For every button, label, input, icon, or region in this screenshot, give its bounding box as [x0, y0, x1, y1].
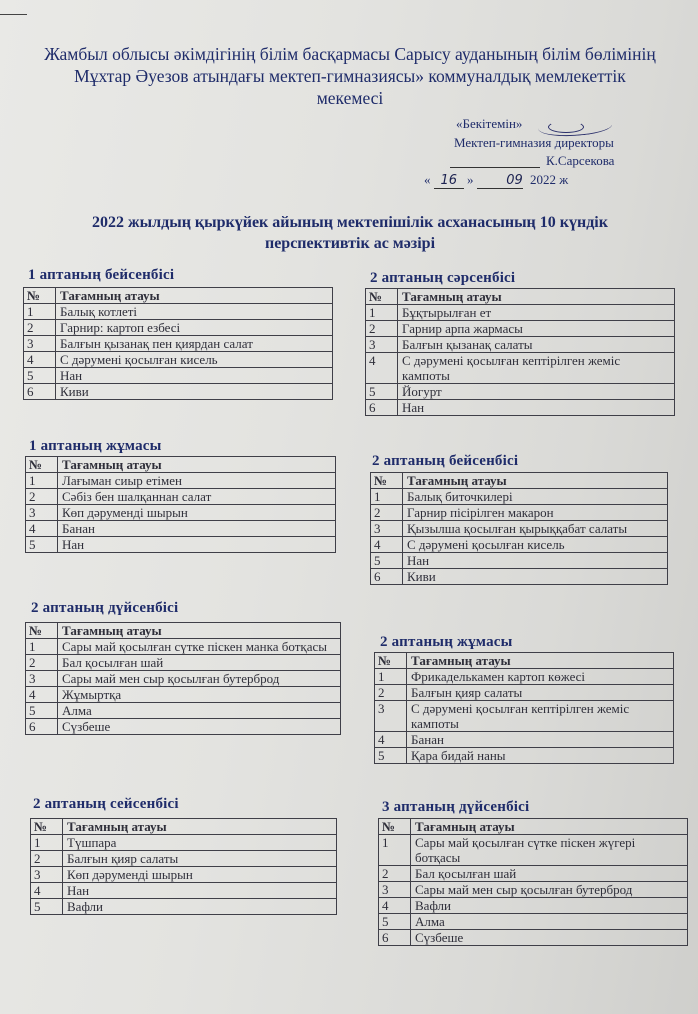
dish-name: Нан: [403, 553, 668, 569]
column-header-number: №: [24, 288, 56, 304]
table-row: [26, 473, 336, 489]
row-number: 1: [26, 639, 58, 655]
dish-name: С дәрумені қосылған кептірілген жеміс кампоты: [398, 353, 675, 384]
row-number: 4: [379, 898, 411, 914]
table-header-row: [26, 457, 336, 473]
dish-name: С дәрумені қосылған кисель: [403, 537, 668, 553]
column-header-number: №: [379, 819, 411, 835]
table-row: [24, 368, 333, 384]
table-row: [371, 521, 668, 537]
table-row: [375, 701, 674, 732]
table-header-row: [371, 473, 668, 489]
column-header-number: №: [26, 457, 58, 473]
dish-name: Балғын қияр салаты: [63, 851, 337, 867]
organization-line-1: Жамбыл облысы әкімдігінің білім басқармасы Сарысу ауданының білім бөлімінің: [44, 44, 656, 64]
column-header-dish-name: Тағамның атауы: [58, 457, 336, 473]
dish-name: Балық биточкилері: [403, 489, 668, 505]
date-day: 16: [434, 173, 464, 189]
table-row: [379, 914, 688, 930]
table-row: [366, 353, 675, 384]
day-title: 2 аптаның жұмасы: [380, 634, 513, 650]
dish-name: Сәбіз бен шалқаннан салат: [58, 489, 336, 505]
dish-name: Вафли: [411, 898, 688, 914]
dish-name: Банан: [407, 732, 674, 748]
row-number: 4: [31, 883, 63, 899]
menu-table: [370, 472, 668, 585]
dish-name: Алма: [58, 703, 341, 719]
dish-name: Түшпара: [63, 835, 337, 851]
column-header-number: №: [366, 289, 398, 305]
row-number: 6: [366, 400, 398, 416]
row-number: 4: [26, 687, 58, 703]
table-row: [31, 835, 337, 851]
menu-table: [30, 818, 337, 915]
column-header-dish-name: Тағамның атауы: [398, 289, 675, 305]
table-row: [379, 866, 688, 882]
row-number: 1: [366, 305, 398, 321]
dish-name: Киви: [56, 384, 333, 400]
row-number: 3: [24, 336, 56, 352]
day-title: 2 аптаның сейсенбісі: [33, 796, 179, 812]
dish-name: Жұмыртқа: [58, 687, 341, 703]
dish-name: Қара бидай наны: [407, 748, 674, 764]
organization-line-2: Мұхтар Әуезов атындағы мектеп-гимназиясы» коммуналдық мемлекеттік: [74, 66, 626, 86]
table-row: [26, 505, 336, 521]
menu-table: [25, 456, 336, 553]
column-header-number: №: [26, 623, 58, 639]
column-header-dish-name: Тағамның атауы: [403, 473, 668, 489]
table-row: [379, 930, 688, 946]
row-number: 4: [26, 521, 58, 537]
row-number: 2: [366, 321, 398, 337]
table-row: [26, 639, 341, 655]
dish-name: Киви: [403, 569, 668, 585]
page-edge-mark: [0, 0, 27, 15]
row-number: 3: [31, 867, 63, 883]
row-number: 5: [31, 899, 63, 915]
dish-name: Нан: [58, 537, 336, 553]
row-number: 6: [26, 719, 58, 735]
dish-name: Сүзбеше: [411, 930, 688, 946]
menu-table: [23, 287, 333, 400]
table-row: [31, 883, 337, 899]
menu-table: [374, 652, 674, 764]
menu-table: [25, 622, 341, 735]
table-row: [379, 898, 688, 914]
dish-name: Сары май мен сыр қосылған бутерброд: [58, 671, 341, 687]
dish-name: Сары май мен сыр қосылған бутерброд: [411, 882, 688, 898]
row-number: 5: [379, 914, 411, 930]
table-header-row: [366, 289, 675, 305]
dish-name: Йогурт: [398, 384, 675, 400]
date-quote-close: »: [467, 172, 474, 187]
table-row: [24, 320, 333, 336]
column-header-number: №: [31, 819, 63, 835]
day-title: 2 аптаның бейсенбісі: [372, 453, 519, 469]
row-number: 1: [379, 835, 411, 866]
signature-loop: [548, 121, 584, 133]
row-number: 1: [375, 669, 407, 685]
row-number: 2: [26, 655, 58, 671]
row-number: 5: [371, 553, 403, 569]
menu-title-line-1: 2022 жылдың қыркүйек айының мектепішілік асханасының 10 күндік: [92, 214, 608, 231]
dish-name: Бал қосылған шай: [411, 866, 688, 882]
day-title: 3 аптаның дүйсенбісі: [382, 799, 530, 815]
dish-name: Вафли: [63, 899, 337, 915]
table-row: [31, 867, 337, 883]
row-number: 5: [366, 384, 398, 400]
row-number: 1: [24, 304, 56, 320]
table-row: [375, 732, 674, 748]
table-header-row: [379, 819, 688, 835]
column-header-dish-name: Тағамның атауы: [411, 819, 688, 835]
row-number: 3: [371, 521, 403, 537]
dish-name: Бал қосылған шай: [58, 655, 341, 671]
row-number: 2: [375, 685, 407, 701]
menu-table: [378, 818, 688, 946]
dish-name: Сары май қосылған сүтке піскен жүгері ботқасы: [411, 835, 688, 866]
dish-name: Нан: [56, 368, 333, 384]
table-row: [375, 748, 674, 764]
dish-name: Гарнир: картоп езбесі: [56, 320, 333, 336]
table-row: [26, 655, 341, 671]
dish-name: Көп дәруменді шырын: [63, 867, 337, 883]
day-title: 2 аптаның дүйсенбісі: [31, 600, 179, 616]
table-row: [31, 899, 337, 915]
table-row: [26, 671, 341, 687]
table-row: [24, 384, 333, 400]
dish-name: Фрикаделькамен картоп көжесі: [407, 669, 674, 685]
table-row: [26, 521, 336, 537]
table-row: [366, 384, 675, 400]
row-number: 2: [31, 851, 63, 867]
table-row: [371, 537, 668, 553]
dish-name: Сары май қосылған сүтке піскен манка ботқасы: [58, 639, 341, 655]
dish-name: Балық котлеті: [56, 304, 333, 320]
dish-name: Қызылша қосылған қырыққабат салаты: [403, 521, 668, 537]
row-number: 2: [26, 489, 58, 505]
approval-label: «Бекітемін»: [456, 116, 523, 131]
dish-name: Көп дәруменді шырын: [58, 505, 336, 521]
table-row: [26, 687, 341, 703]
row-number: 6: [371, 569, 403, 585]
row-number: 3: [379, 882, 411, 898]
column-header-number: №: [371, 473, 403, 489]
director-name: К.Сарсекова: [546, 153, 615, 168]
day-title: 1 аптаның жұмасы: [29, 438, 162, 454]
table-row: [24, 304, 333, 320]
table-header-row: [26, 623, 341, 639]
organization-line-3: мекемесі: [316, 88, 384, 108]
row-number: 3: [26, 671, 58, 687]
director-position: Мектеп-гимназия директоры: [454, 135, 614, 150]
table-row: [26, 489, 336, 505]
date-year: 2022 ж: [530, 172, 569, 187]
row-number: 6: [24, 384, 56, 400]
row-number: 4: [371, 537, 403, 553]
table-row: [26, 719, 341, 735]
dish-name: Лағыман сиыр етімен: [58, 473, 336, 489]
dish-name: Банан: [58, 521, 336, 537]
table-row: [379, 882, 688, 898]
row-number: 6: [379, 930, 411, 946]
column-header-dish-name: Тағамның атауы: [407, 653, 674, 669]
row-number: 4: [375, 732, 407, 748]
dish-name: Нан: [398, 400, 675, 416]
row-number: 4: [366, 353, 398, 384]
approval-date: [424, 172, 568, 189]
dish-name: Сүзбеше: [58, 719, 341, 735]
column-header-dish-name: Тағамның атауы: [58, 623, 341, 639]
dish-name: Балғын қызанақ салаты: [398, 337, 675, 353]
date-quote-open: «: [424, 172, 431, 187]
row-number: 5: [24, 368, 56, 384]
table-row: [371, 505, 668, 521]
day-title: 2 аптаның сәрсенбісі: [370, 270, 516, 286]
row-number: 5: [26, 537, 58, 553]
row-number: 1: [371, 489, 403, 505]
row-number: 2: [371, 505, 403, 521]
row-number: 5: [26, 703, 58, 719]
row-number: 2: [24, 320, 56, 336]
dish-name: Алма: [411, 914, 688, 930]
column-header-dish-name: Тағамның атауы: [56, 288, 333, 304]
menu-title-line-2: перспективтік ас мәзірі: [264, 235, 436, 252]
row-number: 4: [24, 352, 56, 368]
column-header-dish-name: Тағамның атауы: [63, 819, 337, 835]
row-number: 1: [26, 473, 58, 489]
table-row: [379, 835, 688, 866]
row-number: 5: [375, 748, 407, 764]
table-row: [26, 703, 341, 719]
table-row: [24, 352, 333, 368]
table-row: [371, 489, 668, 505]
row-number: 3: [366, 337, 398, 353]
dish-name: С дәрумені қосылған кептірілген жеміс кампоты: [407, 701, 674, 732]
day-title: 1 аптаның бейсенбісі: [28, 267, 175, 283]
table-row: [371, 569, 668, 585]
row-number: 3: [375, 701, 407, 732]
row-number: 2: [379, 866, 411, 882]
dish-name: Балғын қияр салаты: [407, 685, 674, 701]
signature-line: [450, 154, 540, 168]
dish-name: Бұқтырылған ет: [398, 305, 675, 321]
table-header-row: [24, 288, 333, 304]
dish-name: Гарнир пісірілген макарон: [403, 505, 668, 521]
row-number: 1: [31, 835, 63, 851]
column-header-number: №: [375, 653, 407, 669]
row-number: 3: [26, 505, 58, 521]
table-row: [24, 336, 333, 352]
table-row: [375, 685, 674, 701]
dish-name: Нан: [63, 883, 337, 899]
table-row: [366, 400, 675, 416]
dish-name: Балғын қызанақ пен қиярдан салат: [56, 336, 333, 352]
table-header-row: [375, 653, 674, 669]
table-row: [375, 669, 674, 685]
table-row: [366, 321, 675, 337]
table-row: [31, 851, 337, 867]
table-row: [26, 537, 336, 553]
table-row: [371, 553, 668, 569]
dish-name: Гарнир арпа жармасы: [398, 321, 675, 337]
table-row: [366, 305, 675, 321]
date-month: 09: [477, 173, 523, 189]
table-row: [366, 337, 675, 353]
menu-table: [365, 288, 675, 416]
dish-name: С дәрумені қосылған кисель: [56, 352, 333, 368]
table-header-row: [31, 819, 337, 835]
